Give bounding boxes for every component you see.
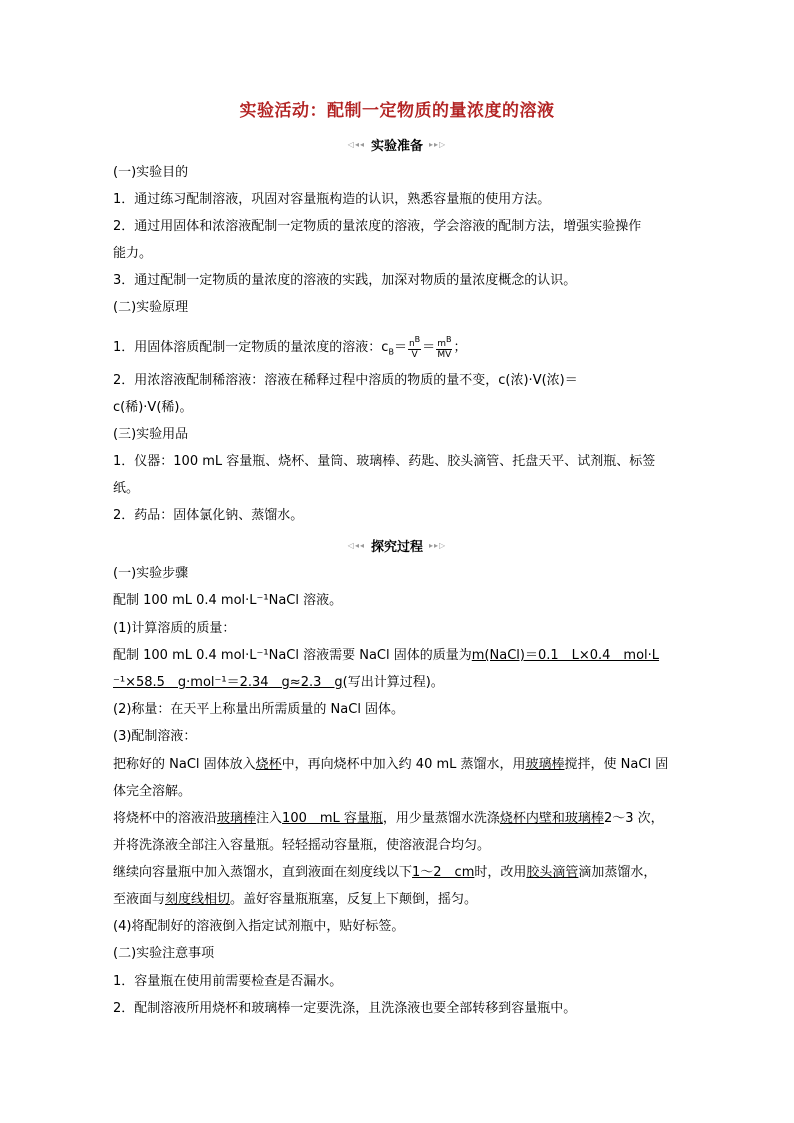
section-header-process [0, 536, 794, 555]
prepare-2-line-1 [113, 810, 664, 828]
prepare-1-line-1 [113, 756, 668, 774]
supplies-heading: (三)实验用品 [113, 427, 189, 442]
frac-den: MV [437, 350, 452, 360]
goal-item-1: 1．通过练习配制溶液，巩固对容量瓶构造的认识，熟悉容量瓶的使用方法。 [113, 192, 551, 207]
goal-item-3: 3．通过配制一定物质的量浓度的溶液的实践，加深对物质的量浓度概念的认识。 [113, 273, 577, 288]
calc-answer: ⁻¹×58.5 g·mol⁻¹＝2.34 g≈2.3 g [113, 675, 343, 690]
answer-flask: 100 mL 容量瓶 [282, 811, 383, 826]
text: 2～3 次， [603, 811, 664, 826]
text: 中，再向烧杯中加入约 40 mL 蒸馏水，用 [281, 757, 526, 772]
text: 时，改用 [474, 865, 527, 880]
left-arrows-icon: ◁◂◂ [347, 541, 365, 550]
supplies-item-2: 2．药品：固体氯化钠、蒸馏水。 [113, 508, 304, 523]
section-label: 实验准备 [370, 139, 423, 154]
text: ，用少量蒸馏水洗涤 [382, 811, 500, 826]
supplies-item-1-line-1: 1．仪器：100 mL 容量瓶、烧杯、量筒、玻璃棒、药匙、胶头滴管、托盘天平、试剂瓶、标签 [113, 454, 656, 469]
steps-intro: 配制 100 mL 0.4 mol·L⁻¹NaCl 溶液。 [113, 593, 343, 608]
formula-c: c [381, 340, 389, 355]
supplies-item-1-line-2: 纸。 [113, 481, 140, 496]
text: 把称好的 NaCl 固体放入 [113, 757, 256, 772]
calc-line-1 [113, 647, 659, 665]
section-header-prep [0, 135, 794, 154]
right-arrows-icon: ▸▸▷ [429, 541, 447, 550]
calc-heading: (1)计算溶质的质量： [113, 621, 236, 636]
formula-eq-2: ＝ [422, 340, 436, 355]
bottle-step: (4)将配制好的溶液倒入指定试剂瓶中，贴好标签。 [113, 919, 405, 934]
calc-text: 配制 100 mL 0.4 mol·L⁻¹NaCl 溶液需要 NaCl 固体的质量为 [113, 648, 472, 663]
notes-heading: (二)实验注意事项 [113, 946, 215, 961]
fraction-m-over-mv [436, 335, 452, 360]
calc-line-2 [113, 674, 444, 692]
prepare-3-line-2 [113, 891, 477, 909]
note-item-2: 2．配制溶液所用烧杯和玻璃棒一定要洗涤，且洗涤液也要全部转移到容量瓶中。 [113, 1001, 577, 1016]
section-label: 探究过程 [370, 540, 423, 555]
formula-c-sub: B [388, 347, 394, 357]
text: 滴加蒸馏水， [578, 865, 657, 880]
calc-text: (写出计算过程)。 [342, 675, 444, 690]
goal-heading: (一)实验目的 [113, 165, 189, 180]
answer-glass-rod: 玻璃棒 [217, 811, 257, 826]
principle-item-2-line-2: c(稀)·V(稀)。 [113, 400, 193, 415]
prepare-heading: (3)配制溶液： [113, 729, 197, 744]
goal-item-2-line-1: 2．通过用固体和浓溶液配制一定物质的量浓度的溶液，学会溶液的配制方法，增强实验操作 [113, 219, 642, 234]
text: 至液面与 [113, 892, 166, 907]
formula-eq: ＝ [393, 340, 407, 355]
frac-num-sup: B [414, 335, 421, 344]
prepare-1-line-2: 体完全溶解。 [113, 784, 192, 799]
principle-text: 1．用固体溶质配制一定物质的量浓度的溶液： [113, 340, 382, 355]
fraction-n-over-v [408, 335, 421, 360]
text: 搅拌，使 NaCl 固 [564, 757, 669, 772]
text: 继续向容量瓶中加入蒸馏水，直到液面在刻度线以下 [113, 865, 413, 880]
text: 将烧杯中的溶液沿 [113, 811, 218, 826]
prepare-3-line-1 [113, 864, 656, 882]
formula-end: ； [453, 340, 467, 355]
prepare-2-line-2: 并将洗涤液全部注入容量瓶。轻轻摇动容量瓶，使溶液混合均匀。 [113, 838, 491, 853]
steps-heading: (一)实验步骤 [113, 566, 189, 581]
text: 。盖好容量瓶瓶塞，反复上下颠倒，摇匀。 [230, 892, 478, 907]
goal-item-2-line-2: 能力。 [113, 246, 153, 261]
principle-heading: (二)实验原理 [113, 300, 189, 315]
answer-glass-rod: 玻璃棒 [525, 757, 565, 772]
principle-item-1 [113, 335, 466, 362]
frac-num-sup: B [445, 335, 452, 344]
answer-meniscus: 刻度线相切 [165, 892, 231, 907]
text: 注入 [256, 811, 283, 826]
left-arrows-icon: ◁◂◂ [347, 140, 365, 149]
right-arrows-icon: ▸▸▷ [429, 140, 447, 149]
frac-den: V [411, 350, 418, 360]
answer-wash: 烧杯内壁和玻璃棒 [499, 811, 604, 826]
weigh-step: (2)称量：在天平上称量出所需质量的 NaCl 固体。 [113, 702, 405, 717]
frac-num: n [408, 339, 415, 349]
page-title: 实验活动：配制一定物质的量浓度的溶液 [239, 101, 555, 121]
frac-num: m [437, 339, 446, 349]
calc-answer: m(NaCl)＝0.1 L×0.4 mol·L [471, 648, 660, 663]
answer-dropper: 胶头滴管 [526, 865, 579, 880]
answer-beaker: 烧杯 [255, 757, 282, 772]
answer-distance: 1～2 cm [412, 865, 475, 880]
principle-item-2-line-1: 2．用浓溶液配制稀溶液：溶液在稀释过程中溶质的物质的量不变，c(浓)·V(浓)＝ [113, 373, 578, 388]
note-item-1: 1．容量瓶在使用前需要检查是否漏水。 [113, 974, 343, 989]
